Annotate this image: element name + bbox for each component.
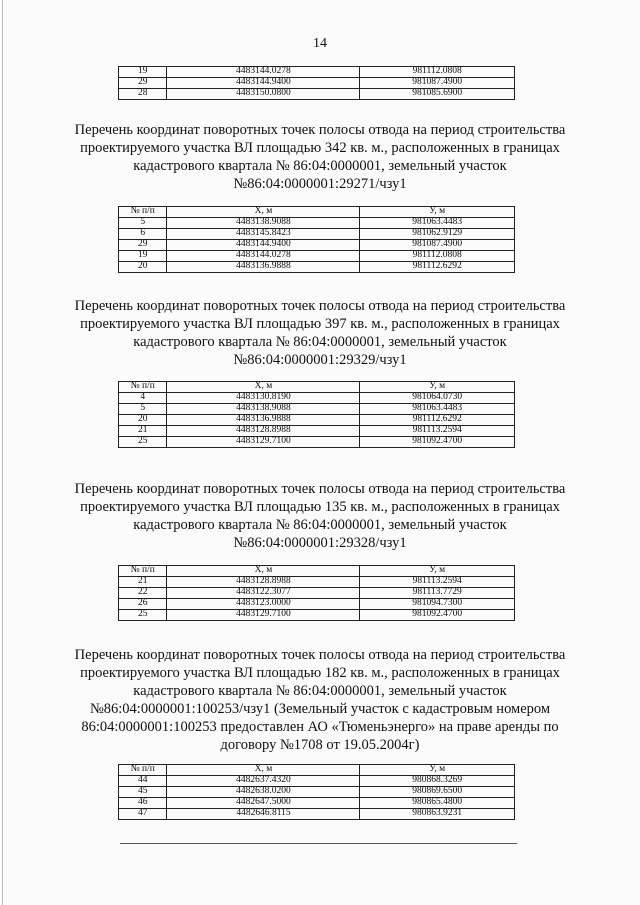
table-row: 20 4483136.9888 981112.6292 bbox=[119, 415, 515, 426]
table-row: 5 4483138.9088 981063.4483 bbox=[119, 404, 515, 415]
table-header-row: № п/п X, м У, м bbox=[119, 765, 515, 776]
section-heading: Перечень координат поворотных точек полосы отвода на период строительства проектируемого участка ВЛ площадью 182 кв. м., расположенных в границах кадастрового квартала № 86:04:0000001, земельный участок №86:04:0000001:100253/чзу1 (Земельный участок с кадастровым номером 86:04:0000001:100253 предоставлен АО «Тюменьэнерго» на праве аренды по договору №1708 от 19.05.2004г) bbox=[74, 647, 566, 753]
section-heading: Перечень координат поворотных точек полосы отвода на период строительства проектируемого участка ВЛ площадью 342 кв. м., расположенных в границах кадастрового квартала № 86:04:0000001, земельный участок №86:04:0000001:29271/чзу1 bbox=[74, 122, 566, 192]
section-heading: Перечень координат поворотных точек полосы отвода на период строительства проектируемого участка ВЛ площадью 397 кв. м., расположенных в границах кадастрового квартала № 86:04:0000001, земельный участок №86:04:0000001:29329/чзу1 bbox=[74, 298, 566, 368]
table-row: 6 4483145.8423 981062.9129 bbox=[119, 229, 515, 240]
bottom-divider bbox=[120, 843, 517, 844]
table-row: 5 4483138.9088 981063.4483 bbox=[119, 218, 515, 229]
table-row: 25 4483129.7100 981092.4700 bbox=[119, 610, 515, 621]
coordinates-table bbox=[118, 206, 515, 273]
section-heading: Перечень координат поворотных точек полосы отвода на период строительства проектируемого участка ВЛ площадью 135 кв. м., расположенных в границах кадастрового квартала № 86:04:0000001, земельный участок №86:04:0000001:29328/чзу1 bbox=[74, 481, 566, 551]
table-row: 22 4483122.3077 981113.7729 bbox=[119, 588, 515, 599]
coordinates-table bbox=[118, 565, 515, 621]
table-row: 29 4483144.9400 981087.4900 bbox=[119, 78, 515, 89]
table-row: 19 4483144.0278 981112.0808 bbox=[119, 251, 515, 262]
coordinates-table-continued bbox=[118, 66, 515, 100]
table-row: 44 4482637.4320 980868.3269 bbox=[119, 776, 515, 787]
table-row: 25 4483129.7100 981092.4700 bbox=[119, 437, 515, 448]
page-number: 14 bbox=[313, 36, 327, 51]
page-edge-line bbox=[2, 0, 3, 905]
table-row: 45 4482638.0200 980869.6500 bbox=[119, 787, 515, 798]
table-row: 19 4483144.0278 981112.0808 bbox=[119, 67, 515, 78]
table-row: 29 4483144.9400 981087.4900 bbox=[119, 240, 515, 251]
table-header-row: № п/п X, м У, м bbox=[119, 566, 515, 577]
table-row: 28 4483150.0800 981085.6900 bbox=[119, 89, 515, 100]
table-row: 21 4483128.8988 981113.2594 bbox=[119, 426, 515, 437]
coordinates-table bbox=[118, 764, 515, 820]
table-row: 47 4482646.8115 980863.9231 bbox=[119, 809, 515, 820]
coordinates-table bbox=[118, 381, 515, 448]
table-header-row: № п/п X, м У, м bbox=[119, 207, 515, 218]
table-row: 21 4483128.8988 981113.2594 bbox=[119, 577, 515, 588]
table-row: 4 4483130.8190 981064.0730 bbox=[119, 393, 515, 404]
table-row: 26 4483123.0000 981094.7300 bbox=[119, 599, 515, 610]
table-row: 20 4483136.9888 981112.6292 bbox=[119, 262, 515, 273]
table-header-row: № п/п X, м У, м bbox=[119, 382, 515, 393]
table-row: 46 4482647.5000 980865.4800 bbox=[119, 798, 515, 809]
